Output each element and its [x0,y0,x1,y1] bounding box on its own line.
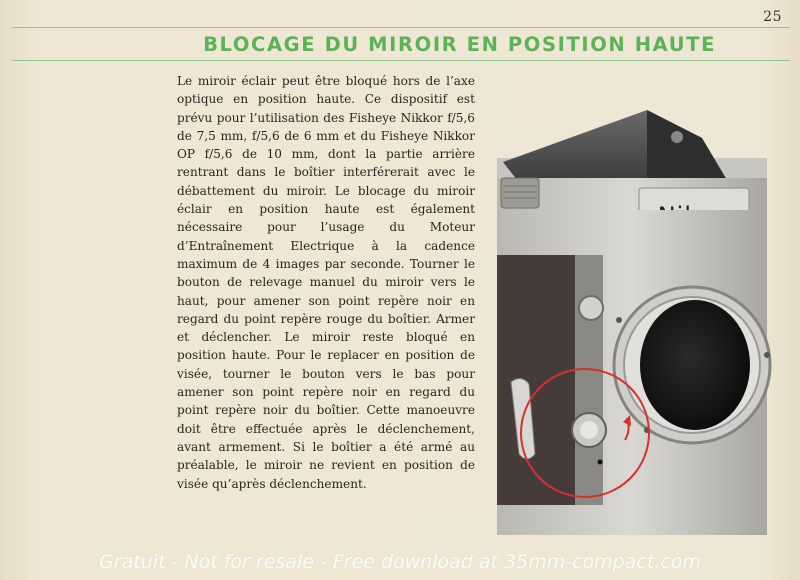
top-rule [12,27,790,28]
lens-release-button [579,296,603,320]
shutter-dial [501,178,539,208]
knob-center [580,421,598,439]
heading-rule [12,60,790,61]
page-number: 25 [763,9,782,25]
section-heading: BLOCAGE DU MIROIR EN POSITION HAUTE [203,33,716,56]
body-edge [575,255,603,505]
prism-face [647,110,727,180]
prism-logo-mark [671,131,683,143]
reference-dot-black [598,460,603,465]
watermark-text: Gratuit - Not for resale - Free download at 35mm-compact.com [99,551,701,573]
mount-screw [616,317,622,323]
mount-screw [764,352,770,358]
camera-photo [497,110,777,535]
instruction-text: Le miroir éclair peut être bloqué hors de l’axe optique en position haute. Ce dispositif est prévu pour l’utilisation des Fisheye Nikkor f/5,6 de 7,5 mm, f/5,6 de 6 mm et du Fisheye Nikkor OP f/5,6 de 10 mm, dont la partie arrière rentrant dans le boîtier interférerait avec le débattement du miroir. Le blocage du miroir éclair en position haute est également nécessaire pour l’usage du Moteur d’Entraînement Electrique à la cadence maximum de 4 images par seconde. Tourner le bouton de relevage manuel du miroir vers le haut, pour amener son point repère noir en regard du point repère rouge du boîtier. Armer et déclencher. Le miroir reste bloqué en position haute. Pour le replacer en position de visée, tourner le bouton vers le bas pour amener son point repère noir en regard du point repère noir du boîtier. Cette manoeuvre doit être effectuée après le déclenchement, avant armement. Si le boîtier a été armé au préalable, le miroir ne revient en position de visée qu’après déclenchement. [177,74,475,491]
mirror-box-opening [640,300,750,430]
